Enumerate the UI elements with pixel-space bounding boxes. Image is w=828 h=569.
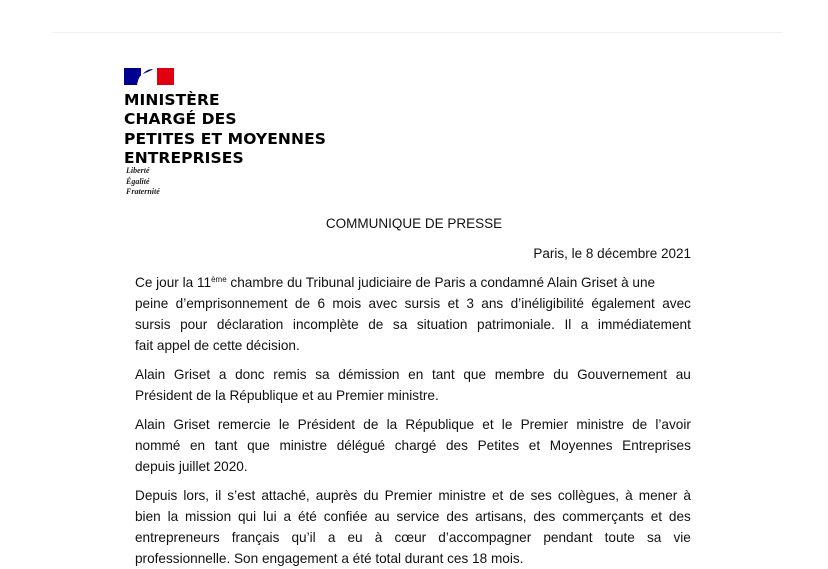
word: déclaration <box>216 317 284 332</box>
word: au <box>374 509 390 524</box>
word: Petites <box>477 438 520 453</box>
word: d’accompagner <box>438 530 532 545</box>
word: sa <box>315 367 330 382</box>
paragraph-verdict <box>135 272 691 356</box>
word: Griset <box>173 417 210 432</box>
word: mission <box>185 509 232 524</box>
word: du <box>553 367 569 382</box>
text-line <box>135 435 691 456</box>
word: commerçants <box>562 509 644 524</box>
paragraph-thanks <box>135 414 691 477</box>
word: immédiatement <box>597 317 691 332</box>
word: 3 <box>466 296 474 311</box>
word: et <box>491 488 504 503</box>
word: mener <box>638 488 678 503</box>
text-line <box>135 414 691 435</box>
word: a <box>283 509 292 524</box>
text-line <box>135 364 691 385</box>
word: avec <box>662 296 691 311</box>
word: Alain <box>135 367 166 382</box>
text-line <box>135 314 691 335</box>
word: ans <box>481 296 504 311</box>
republic-motto <box>126 166 160 198</box>
paragraph-mission <box>135 485 691 569</box>
word: le <box>501 417 513 432</box>
text-line <box>135 506 691 527</box>
word: lui <box>263 509 277 524</box>
ministry-line: PETITES ET MOYENNES <box>124 129 327 148</box>
word: Premier <box>384 488 433 503</box>
word: et <box>482 417 494 432</box>
word: remercie <box>217 417 271 432</box>
word: incomplète <box>292 317 359 332</box>
word: de <box>368 317 384 332</box>
word: le <box>278 417 290 432</box>
word: bien <box>135 509 161 524</box>
word: patrimoniale. <box>477 317 555 332</box>
word: à <box>374 530 383 545</box>
word: Entreprises <box>622 438 691 453</box>
word: ministre <box>576 417 624 432</box>
word: de <box>632 417 648 432</box>
word: peine <box>135 296 169 311</box>
word: République <box>405 417 475 432</box>
word: attaché, <box>261 488 310 503</box>
word: vie <box>673 530 691 545</box>
word: s’est <box>227 488 256 503</box>
word: sa <box>392 317 408 332</box>
word: et <box>528 438 541 453</box>
line1-start: Ce jour la 11ème chambre du Tribunal judiciaire de Paris a condamné Alain Griset à une <box>135 275 656 290</box>
word: tant <box>431 367 455 382</box>
word: Depuis <box>135 488 178 503</box>
word: à <box>625 488 633 503</box>
word: entrepreneurs <box>135 530 220 545</box>
word: au <box>675 367 691 382</box>
word: qui <box>238 509 257 524</box>
word: la <box>386 417 398 432</box>
ministry-line: ENTREPRISES <box>124 148 244 167</box>
word: il <box>215 488 222 503</box>
word: été <box>297 509 317 524</box>
text-line: professionnelle. Son engagement a été total durant ces 18 mois. <box>135 551 524 566</box>
word: Président <box>297 417 356 432</box>
paragraph-resignation <box>135 364 691 406</box>
word: à <box>683 488 691 503</box>
word: sursis <box>135 317 171 332</box>
word: français <box>231 530 280 545</box>
word: Griset <box>173 367 211 382</box>
text-line <box>135 527 691 548</box>
text-line <box>135 293 691 314</box>
word: collègues, <box>557 488 620 503</box>
word: la <box>167 509 179 524</box>
text-line <box>135 485 691 506</box>
text-line: fait appel de cette décision. <box>135 338 300 353</box>
word: confiée <box>323 509 368 524</box>
document-date: Paris, le 8 décembre 2021 <box>533 246 691 261</box>
word: que <box>247 438 270 453</box>
word: ministre <box>438 488 486 503</box>
word: remis <box>273 367 307 382</box>
word: membre <box>494 367 545 382</box>
word: pour <box>180 317 208 332</box>
word: des <box>445 438 468 453</box>
word: sursis <box>404 296 441 311</box>
word: a <box>580 317 589 332</box>
word: d’inéligibilité <box>510 296 584 311</box>
word: lors, <box>183 488 210 503</box>
word: Gouvernement <box>577 367 667 382</box>
word: mois <box>332 296 362 311</box>
motto-line: Fraternité <box>126 187 160 196</box>
word: ministre <box>279 438 328 453</box>
word: et <box>447 296 459 311</box>
marianne-flag-icon <box>124 68 174 85</box>
word: également <box>591 296 655 311</box>
word: Alain <box>135 417 166 432</box>
word: des <box>446 509 469 524</box>
word: 6 <box>317 296 326 311</box>
word: a <box>327 530 336 545</box>
word: eu <box>347 530 363 545</box>
word: a <box>218 367 227 382</box>
word: nommé <box>135 438 181 453</box>
ministry-line: CHARGÉ DES <box>124 110 237 129</box>
word: situation <box>416 317 468 332</box>
word: démission <box>338 367 400 382</box>
word: de <box>509 488 525 503</box>
word: avec <box>368 296 398 311</box>
word: des <box>668 509 691 524</box>
word: toute <box>604 530 635 545</box>
word: Premier <box>520 417 569 432</box>
text-line: depuis juillet 2020. <box>135 459 248 474</box>
word: Il <box>564 317 572 332</box>
word: l’avoir <box>655 417 691 432</box>
word: et <box>650 509 663 524</box>
document-title: COMMUNIQUE DE PRESSE <box>325 216 503 231</box>
word: chargé <box>394 438 437 453</box>
word: d’emprisonnement <box>175 296 288 311</box>
ministry-line: MINISTÈRE <box>124 91 220 109</box>
word: donc <box>235 367 265 382</box>
word: en <box>189 438 206 453</box>
word: délégué <box>336 438 386 453</box>
ministry-name <box>124 91 326 168</box>
word: ses <box>530 488 552 503</box>
word: cœur <box>394 530 427 545</box>
word: sa <box>646 530 662 545</box>
word: artisans, <box>475 509 527 524</box>
ordinal-suffix: ème <box>211 275 227 284</box>
word: des <box>533 509 556 524</box>
word: qu’il <box>291 530 316 545</box>
text-line <box>135 272 691 293</box>
word: de <box>294 296 311 311</box>
flag-red-band <box>157 68 174 85</box>
word: du <box>363 488 379 503</box>
word: de <box>363 417 379 432</box>
word: que <box>463 367 487 382</box>
word: Moyennes <box>549 438 613 453</box>
motto-line: Égalité <box>126 176 150 186</box>
word: tant <box>214 438 238 453</box>
motto-line: Liberté <box>126 166 150 175</box>
page-top-edge <box>52 32 782 33</box>
text-line: Président de la République et au Premier ministre. <box>135 388 439 403</box>
word: pendant <box>543 530 593 545</box>
word: en <box>408 367 424 382</box>
word: service <box>396 509 440 524</box>
word: auprès <box>315 488 358 503</box>
